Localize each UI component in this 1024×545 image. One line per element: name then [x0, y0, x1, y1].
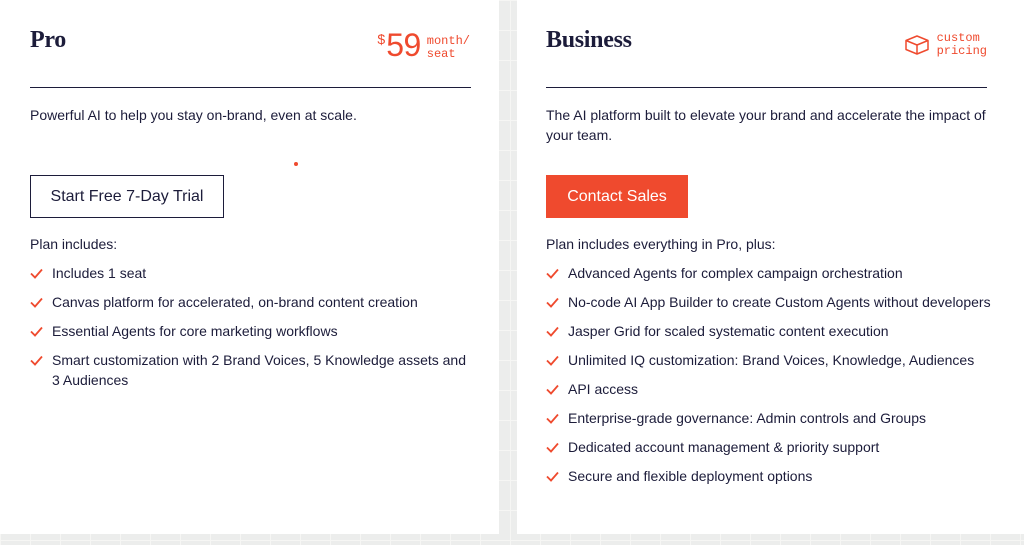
cube-icon [904, 34, 930, 56]
feature-item [30, 350, 470, 390]
feature-item [546, 466, 1006, 486]
price-amount: 59 [386, 27, 421, 63]
price-unit-line2: seat [426, 47, 456, 61]
feature-item [546, 321, 1006, 341]
feature-text: Unlimited IQ customization: Brand Voices, Knowledge, Audiences [568, 352, 975, 368]
feature-text: Includes 1 seat [52, 265, 147, 281]
feature-text: Dedicated account management & priority support [568, 439, 880, 455]
feature-item [30, 263, 470, 283]
check-icon [30, 321, 43, 341]
decorative-dot [294, 162, 298, 166]
price-unit [427, 35, 470, 61]
feature-text: Smart customization with 2 Brand Voices, 5 Knowledge assets and 3 Audiences [52, 352, 466, 388]
feature-item [546, 350, 1006, 370]
check-icon [546, 292, 559, 312]
custom-pricing-line1: custom [936, 31, 980, 45]
feature-item [546, 263, 1006, 283]
check-icon [30, 263, 43, 283]
feature-text: Advanced Agents for complex campaign orchestration [568, 265, 903, 281]
custom-pricing-line2: pricing [936, 44, 987, 58]
plan-name: Business [546, 27, 632, 53]
check-icon [30, 350, 43, 370]
feature-item [30, 321, 470, 341]
check-icon [546, 379, 559, 399]
check-icon [546, 321, 559, 341]
plan-description: The AI platform built to elevate your brand and accelerate the impact of your team. [546, 107, 986, 143]
feature-item [546, 408, 1006, 428]
feature-text: Jasper Grid for scaled systematic content execution [568, 323, 889, 339]
feature-item [30, 292, 470, 312]
feature-text: Enterprise-grade governance: Admin controls and Groups [568, 410, 926, 426]
custom-pricing [904, 32, 987, 58]
feature-text: Secure and flexible deployment options [568, 468, 813, 484]
feature-text: No-code AI App Builder to create Custom Agents without developers [568, 294, 991, 310]
check-icon [546, 408, 559, 428]
feature-list [546, 263, 1006, 495]
feature-item [546, 437, 1006, 457]
check-icon [546, 350, 559, 370]
start-free-trial-button[interactable]: Start Free 7-Day Trial [30, 175, 224, 218]
custom-pricing-label [937, 32, 987, 58]
feature-list [30, 263, 470, 399]
check-icon [546, 263, 559, 283]
price [377, 28, 470, 62]
check-icon [30, 292, 43, 312]
check-icon [546, 437, 559, 457]
pro-plan-card [0, 0, 499, 534]
contact-sales-button[interactable]: Contact Sales [546, 175, 688, 218]
feature-item [546, 292, 1006, 312]
plan-description: Powerful AI to help you stay on-brand, even at scale. [30, 107, 357, 123]
plan-name: Pro [30, 27, 66, 53]
price-currency: $ [377, 31, 386, 47]
price-unit-line1: month/ [426, 34, 470, 48]
business-plan-card [517, 0, 1024, 534]
check-icon [546, 466, 559, 486]
divider [546, 87, 987, 88]
includes-heading: Plan includes: [30, 236, 118, 252]
feature-text: API access [568, 381, 639, 397]
includes-heading: Plan includes everything in Pro, plus: [546, 236, 776, 252]
feature-text: Essential Agents for core marketing workflows [52, 323, 338, 339]
divider [30, 87, 471, 88]
feature-text: Canvas platform for accelerated, on-brand content creation [52, 294, 418, 310]
feature-item [546, 379, 1006, 399]
